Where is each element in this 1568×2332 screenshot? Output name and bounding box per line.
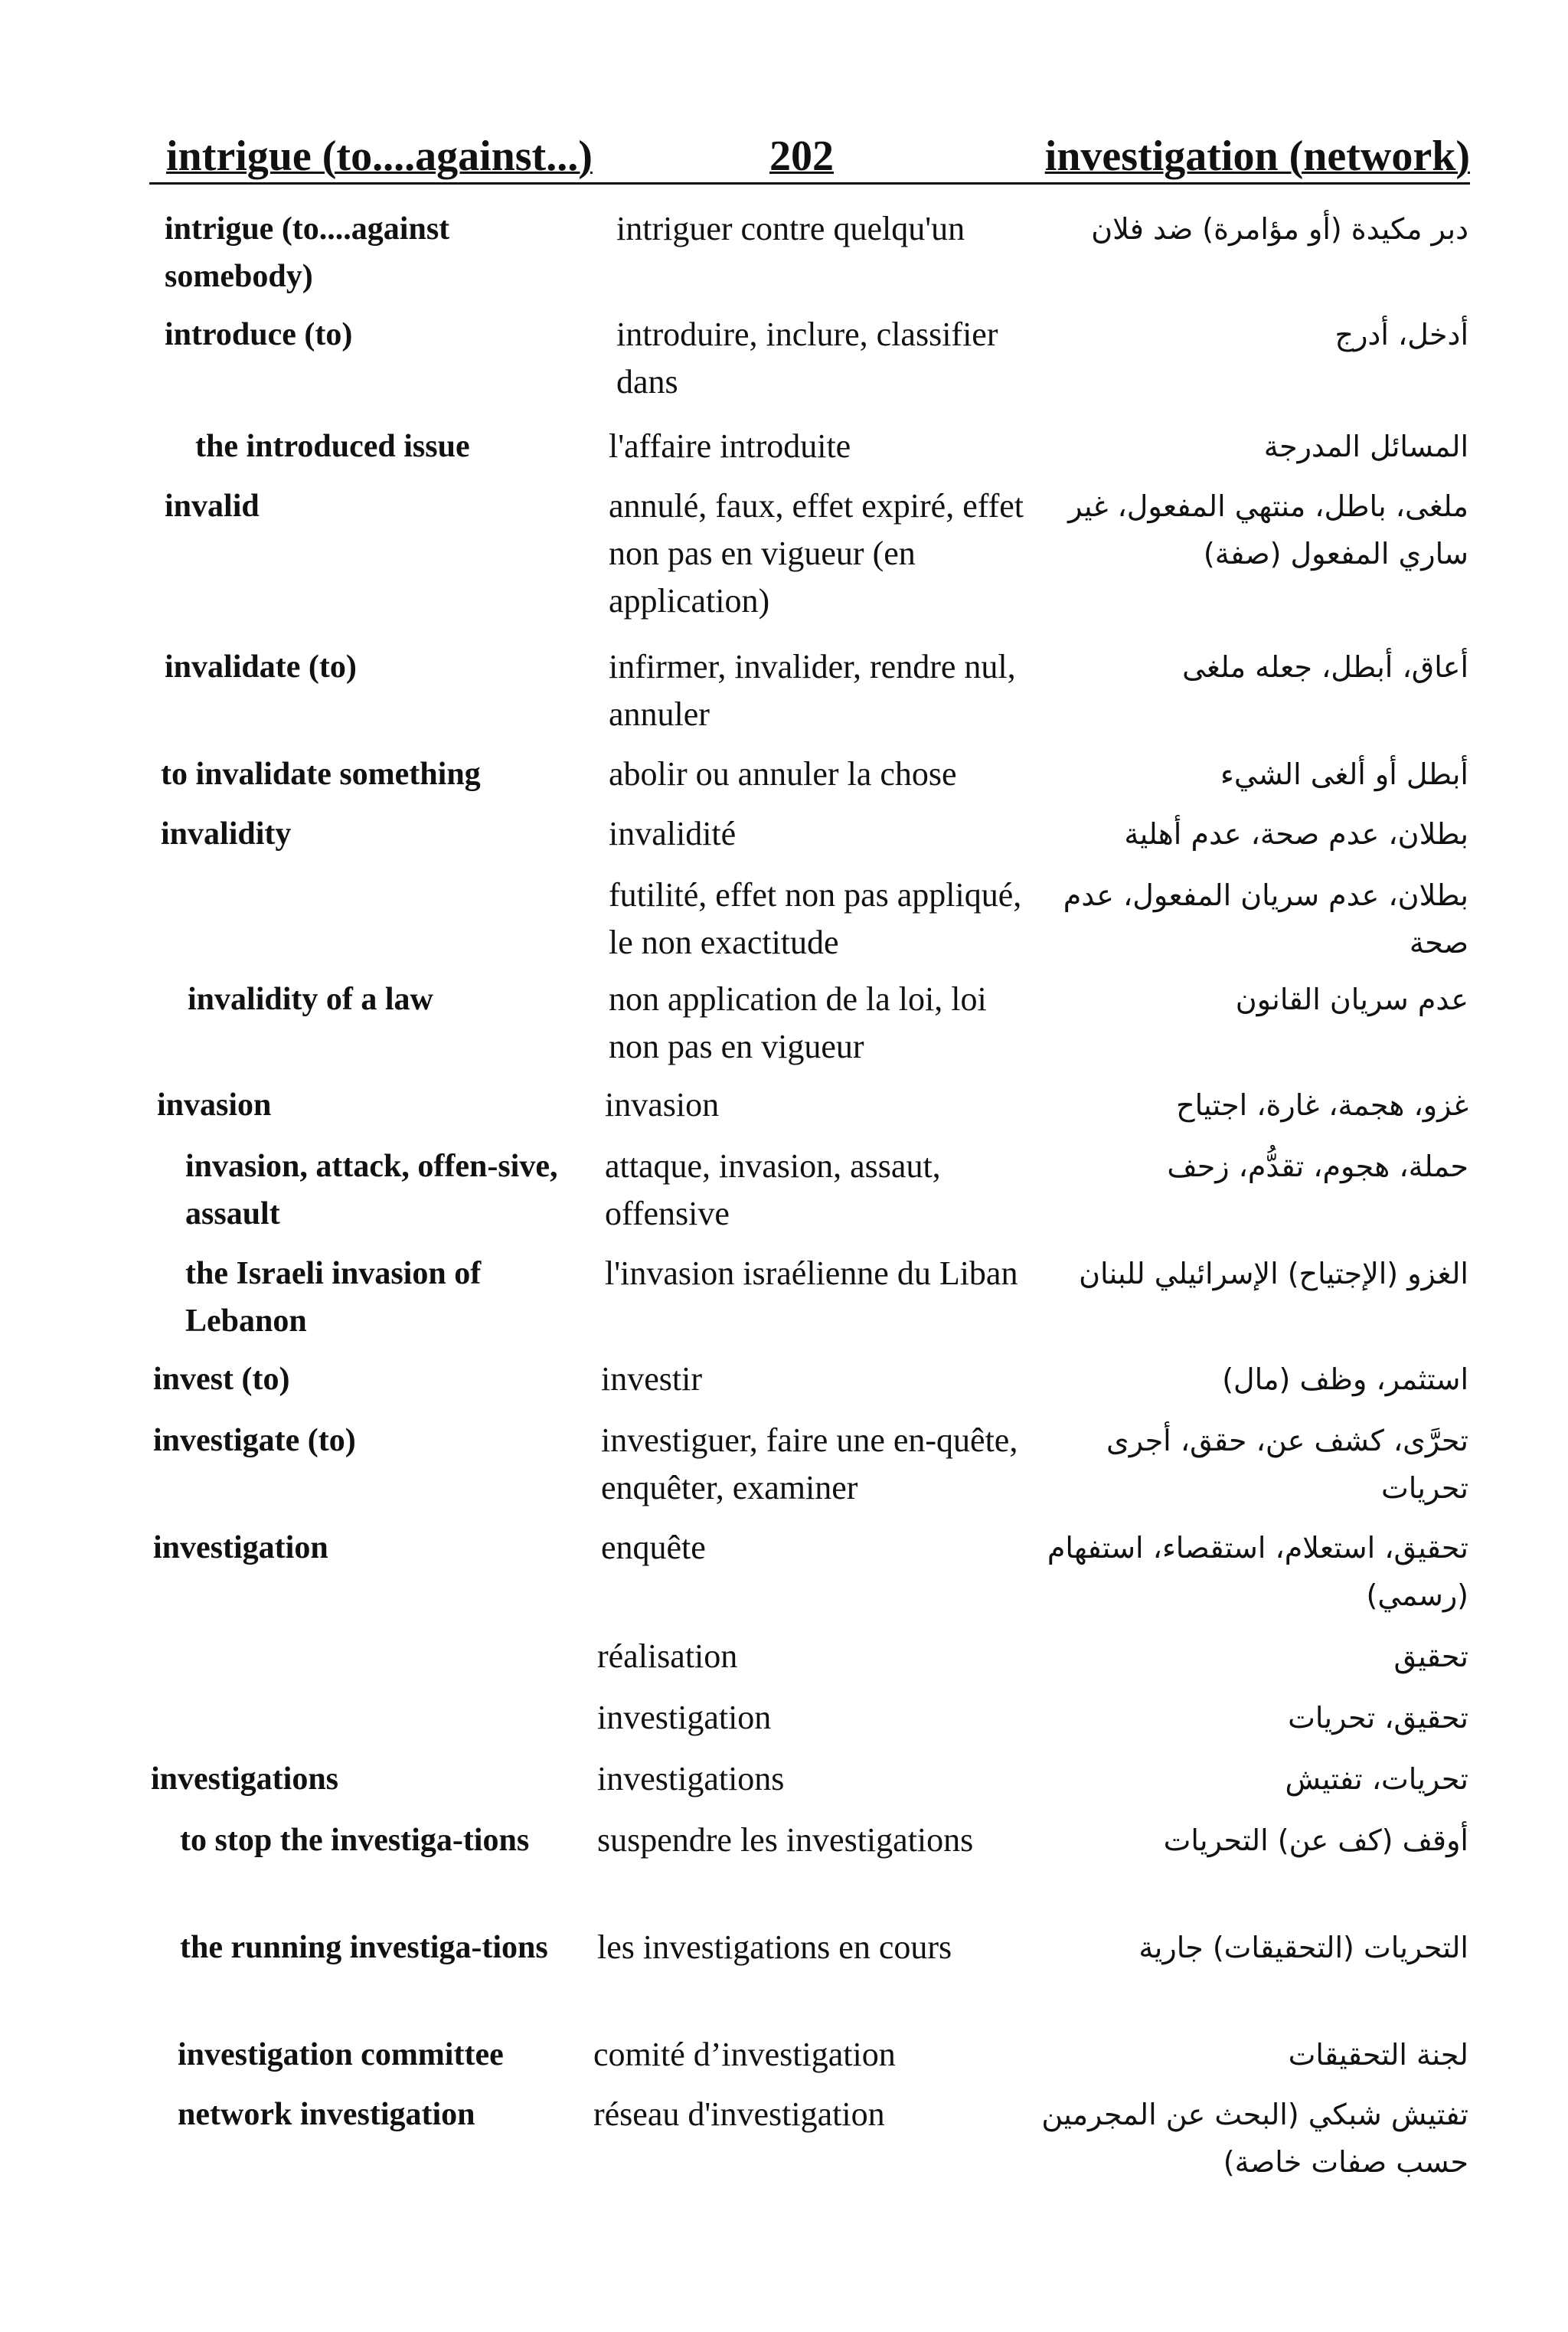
entry-arabic: بطلان، عدم سريان المفعول، عدم صحة: [1063, 878, 1468, 960]
entry-arabic: عدم سريان القانون: [1235, 983, 1468, 1016]
entry-english: the running investiga-tions: [180, 1930, 548, 1965]
entry-english: invalidate (to): [165, 649, 357, 685]
entry-english: the introduced issue: [195, 429, 470, 464]
entry-english: invalidity of a law: [188, 982, 433, 1017]
entry-english: invalid: [165, 489, 260, 524]
entry-english: intrigue (to....against somebody): [165, 211, 450, 294]
entry-english: invest (to): [153, 1362, 290, 1397]
entry-french: investigations: [597, 1760, 785, 1797]
entry-arabic: المسائل المدرجة: [1263, 430, 1468, 463]
entry-arabic: الغزو (الإجتياح) الإسرائيلي للبنان: [1079, 1257, 1468, 1290]
entry-french: investigation: [597, 1699, 772, 1736]
entry-french: les investigations en cours: [597, 1928, 952, 1966]
entry-english: invalidity: [161, 816, 292, 852]
entry-english: introduce (to): [165, 317, 353, 352]
entry-english: investigation: [153, 1530, 328, 1565]
entry-french: invasion: [605, 1086, 720, 1123]
entry-arabic: حملة، هجوم، تقدُّم، زحف: [1167, 1150, 1468, 1183]
entry-arabic: لجنة التحقيقات: [1288, 2038, 1468, 2072]
entry-arabic: أدخل، أدرج: [1334, 318, 1468, 352]
entry-french: invalidité: [609, 815, 737, 852]
entry-english: invasion: [157, 1088, 272, 1123]
entry-english: to stop the investiga-tions: [180, 1823, 530, 1858]
entry-arabic: تفتيش شبكي (البحث عن المجرمين حسب صفات خاصة): [1041, 2098, 1468, 2179]
entry-arabic: تحقيق، تحريات: [1288, 1701, 1468, 1735]
page-number: 202: [769, 132, 834, 180]
entry-french: non application de la loi, loi non pas en vigueur: [609, 980, 987, 1065]
entry-arabic: تحرَّى، كشف عن، حقق، أجرى تحريات: [1106, 1424, 1468, 1505]
entry-arabic: بطلان، عدم صحة، عدم أهلية: [1124, 817, 1468, 851]
entry-arabic: أوقف (كف عن) التحريات: [1163, 1823, 1468, 1857]
entry-english: investigate (to): [153, 1423, 356, 1458]
entry-english: investigations: [151, 1761, 339, 1797]
entry-english: invasion, attack, offen-sive, assault: [185, 1149, 558, 1231]
header-first-entry: intrigue (to....against...): [166, 132, 593, 180]
entry-arabic: تحقيق: [1393, 1640, 1468, 1673]
header-last-entry: investigation (network): [1044, 132, 1470, 180]
entry-arabic: غزو، هجمة، غارة، اجتياح: [1176, 1088, 1468, 1122]
entry-french: abolir ou annuler la chose: [609, 755, 957, 793]
entry-english: investigation committee: [178, 2037, 504, 2072]
entry-french: l'affaire introduite: [609, 427, 851, 465]
entry-french: comité d’investigation: [593, 2036, 896, 2073]
entry-arabic: تحريات، تفتيش: [1285, 1762, 1468, 1796]
entry-english: network investigation: [178, 2097, 475, 2132]
entry-french: intriguer contre quelqu'un: [616, 210, 965, 247]
entry-french: futilité, effet non pas appliqué, le non exactitude: [609, 876, 1022, 961]
entry-french: enquête: [601, 1529, 706, 1566]
entry-french: introduire, inclure, classifier dans: [616, 316, 998, 401]
entry-french: investir: [601, 1360, 702, 1398]
entry-french: suspendre les investigations: [597, 1821, 974, 1859]
entry-french: réseau d'investigation: [593, 2095, 885, 2133]
entry-french: investiguer, faire une en-quête, enquêter, examiner: [601, 1421, 1018, 1506]
entry-french: l'invasion israélienne du Liban: [605, 1254, 1018, 1292]
entry-english: to invalidate something: [161, 757, 481, 792]
entry-french: attaque, invasion, assaut, offensive: [605, 1147, 941, 1232]
entry-french: annulé, faux, effet expiré, effet non pas en vigueur (en application): [609, 487, 1024, 620]
entry-arabic: أعاق، أبطل، جعله ملغى: [1182, 650, 1468, 684]
entry-arabic: دبر مكيدة (أو مؤامرة) ضد فلان: [1091, 212, 1468, 246]
entry-french: infirmer, invalider, rendre nul, annuler: [609, 648, 1016, 733]
entry-french: réalisation: [597, 1637, 738, 1675]
entry-arabic: استثمر، وظف (مال): [1222, 1362, 1468, 1396]
entry-arabic: التحريات (التحقيقات) جارية: [1138, 1931, 1468, 1964]
entry-english: the Israeli invasion of Lebanon: [185, 1256, 482, 1339]
entry-arabic: ملغى، باطل، منتهي المفعول، غير ساري المفعول (صفة): [1068, 489, 1468, 571]
entry-arabic: أبطل أو ألغى الشيء: [1220, 757, 1468, 791]
entry-arabic: تحقيق، استعلام، استقصاء، استفهام (رسمي): [1047, 1531, 1468, 1612]
